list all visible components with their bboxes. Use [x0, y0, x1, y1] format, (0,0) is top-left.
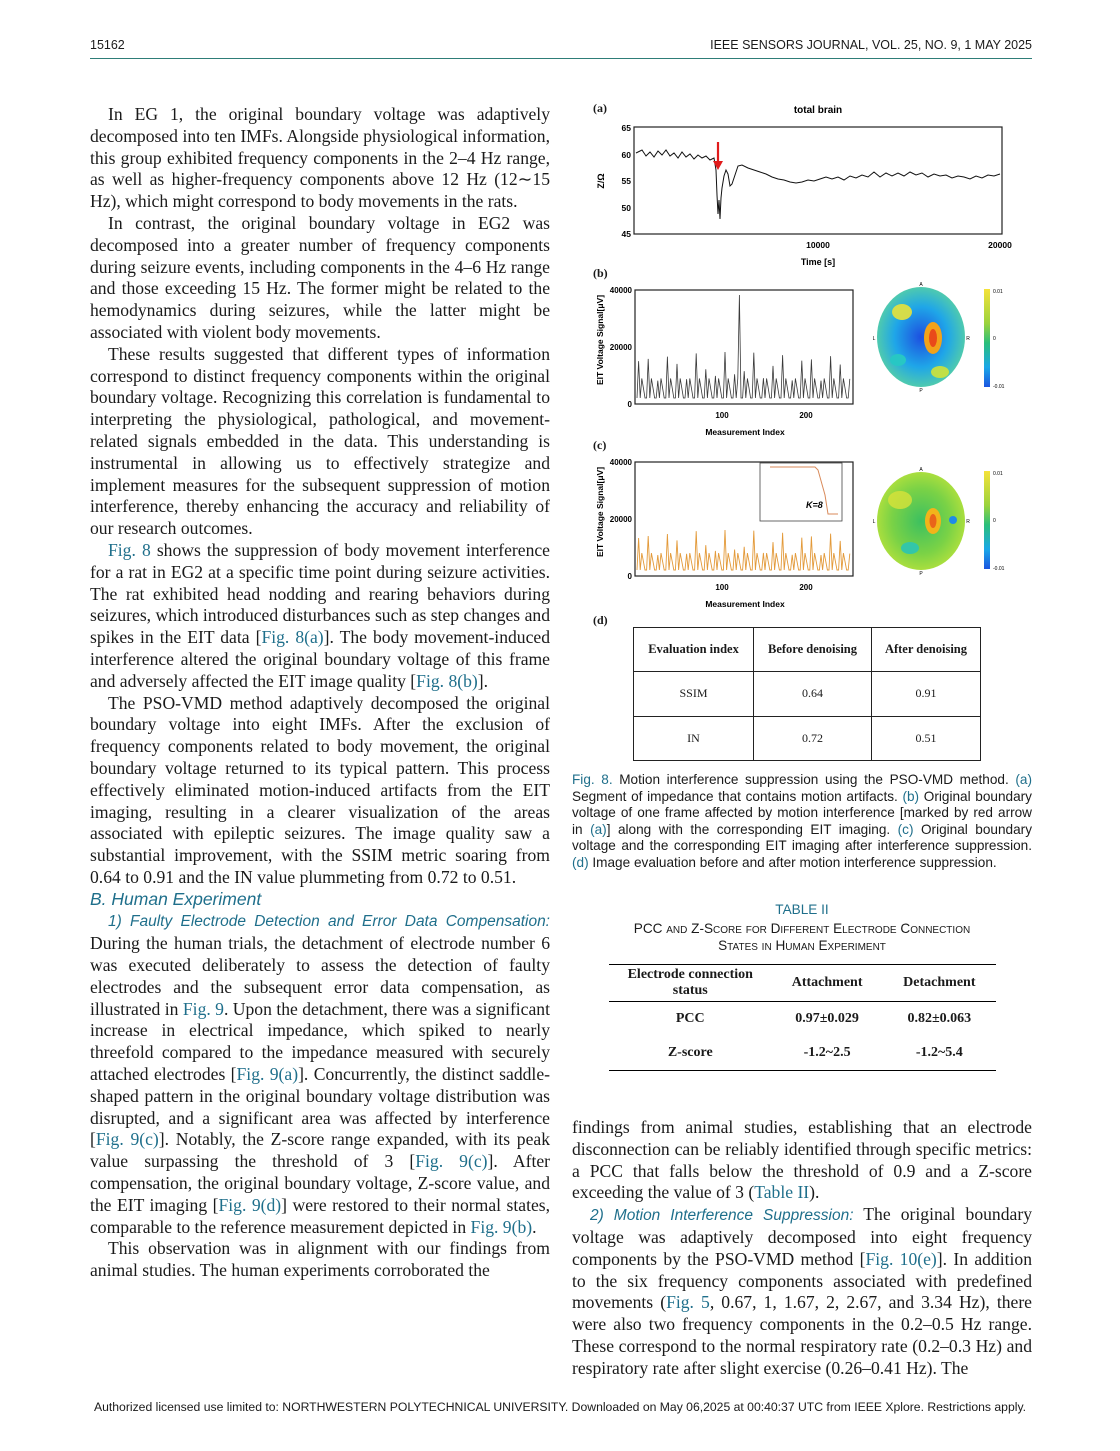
eit-label-r: R [966, 519, 970, 525]
text-run: Image evaluation before and after motion interference suppression. [588, 854, 997, 870]
plot-a-xtick: 20000 [988, 240, 1012, 250]
table-row [634, 716, 981, 760]
plot-b-xlabel: Measurement Index [705, 427, 785, 437]
text-run: findings from animal studies, establishing that an electrode disconnection can be reliably identified through specific metrics: a PCC that falls below the threshold of 0.9 and a Z-score exceeding the value of 3 ( [572, 1117, 1032, 1203]
figure-link[interactable]: Fig. 8 [108, 539, 151, 560]
plot-c-xtick: 200 [799, 583, 813, 592]
paragraph: The PSO-VMD method adaptively decomposed the original boundary voltage into eight IMFs. After the exclusion of frequency components related to body movement, the original boundary voltage returned to its typical pattern. This process effectively eliminated motion-induced artifacts from the EIT imaging, resulting in a clearer visualization of the areas associated with epileptic seizures. The image quality saw a substantial improvement, with the SSIM metric soaring from 0.64 to 0.91 and the IN value plummeting from 0.72 to 0.51. [90, 692, 550, 887]
table-row [634, 672, 981, 716]
paragraph: In EG 1, the original boundary voltage was adaptively decomposed into ten IMFs. Alongside physiological information, this group exhibited frequency components in the 2–4 Hz range, as well as higher-frequency components above 12 Hz (12∼15 Hz), which might correspond to body movements in the rats. [90, 104, 550, 212]
eit-label-p: P [919, 388, 923, 394]
table-cell: PCC [675, 1011, 705, 1026]
plot-b-ytick: 40000 [609, 286, 632, 295]
text-run: ]. In addition to the six frequency components associated with predefined movements ( [572, 1248, 1032, 1313]
table-header-cell: Attachment [772, 965, 883, 1002]
eit-label-l: L [872, 519, 876, 525]
text-run: ]. After compensation, the original boundary voltage, Z-score value, and the EIT imaging [ [90, 1151, 551, 1215]
caption-panel-link[interactable]: (a) [590, 821, 607, 837]
figure-link[interactable]: Fig. 9(a) [236, 1064, 299, 1085]
figure-link[interactable]: Fig. 8(b) [416, 670, 478, 691]
eit-label-a: A [919, 282, 923, 288]
figure-link[interactable]: Fig. 9(d) [218, 1194, 282, 1215]
plot-a-frame [634, 127, 1002, 234]
text-run: ] along with the corresponding EIT imaging. [606, 821, 898, 837]
eit-image-b [873, 282, 971, 394]
text-run: ]. Notably, the Z-score range expanded, with its peak value surpassing the threshold of 3 [ [90, 1129, 550, 1172]
text-run: ]. The body movement-induced interference altered the original boundary voltage of this frame and adversely affected the EIT image quality [ [90, 627, 550, 691]
table-row [609, 1002, 996, 1037]
plot-c-xlabel: Measurement Index [705, 599, 785, 609]
table-cell: 0.64 [754, 672, 872, 716]
subsection-heading: 2) Motion Interference Suppression: [590, 1207, 854, 1225]
table-cell: 0.91 [871, 672, 980, 716]
table-header-cell: Electrode connection status [609, 965, 772, 1002]
text-run: ]. Concurrently, the distinct saddle-shaped pattern in the original boundary voltage distribution was disrupted, and a significant area was affected by interference [ [90, 1064, 550, 1150]
table-cell: -1.2~2.5 [772, 1036, 883, 1071]
eit-label-p: P [919, 571, 923, 577]
caption-panel-link[interactable]: (c) [897, 821, 914, 837]
plot-c-ylabel: EIT Voltage Signal[μV] [595, 466, 605, 558]
table-header-cell: Before denoising [754, 628, 872, 672]
subsection-heading: 1) Faulty Electrode Detection and Error Data Compensation: [108, 913, 550, 931]
voltage-trace-c [637, 530, 850, 570]
plot-b-xtick: 200 [799, 411, 813, 420]
text-run: ). [809, 1182, 820, 1203]
paragraph [572, 1117, 1032, 1204]
table-cell: 0.82±0.063 [907, 1011, 972, 1026]
table-title-line: PCC and Z-Score for Different Electrode Connection [633, 921, 971, 936]
text-run: The original boundary voltage was adaptively decomposed into eight frequency components by the PSO-VMD method [ [572, 1204, 1032, 1269]
eit-label-a: A [919, 467, 923, 473]
colorbar-b [984, 289, 990, 387]
table-link[interactable]: Table II [754, 1182, 810, 1203]
plot-a-ylabel: Z/Ω [596, 173, 606, 189]
plot-c-ytick: 40000 [609, 458, 632, 467]
table-cell: 0.51 [871, 716, 980, 760]
figure-link[interactable]: Fig. 9(c) [415, 1151, 488, 1172]
table-header-cell: After denoising [871, 628, 980, 672]
plot-a-xlabel: Time [s] [800, 257, 836, 267]
plot-a-ytick: 45 [621, 229, 631, 239]
plot-b-ytick: 20000 [609, 343, 632, 352]
table-cell: -1.2~5.4 [883, 1036, 996, 1071]
eit-image-c [873, 467, 971, 577]
caption-panel-link[interactable]: (b) [902, 788, 920, 804]
plot-c-xtick: 100 [715, 583, 729, 592]
table-header-row [634, 628, 981, 672]
right-column [572, 1117, 1032, 1380]
plot-a-title: total brain [793, 105, 843, 116]
figure-link[interactable]: Fig. 8(a) [261, 627, 324, 648]
table-header-cell: Evaluation index [634, 628, 754, 672]
plot-a-xtick: 10000 [806, 240, 830, 250]
table-cell: SSIM [634, 672, 754, 716]
figure-link[interactable]: Fig. 10(e) [865, 1248, 937, 1269]
plot-b-ylabel: EIT Voltage Signal[μV] [595, 294, 605, 386]
table-header-cell: Detachment [883, 965, 996, 1002]
paragraph [90, 910, 550, 1238]
plot-b-ytick: 0 [627, 400, 632, 409]
paragraph: This observation was in alignment with our findings from animal studies. The human experiments corroborated the [90, 1238, 550, 1281]
figure-link[interactable]: Fig. 9(c) [95, 1129, 159, 1150]
colorbar-b-bot: -0.01 [993, 384, 1005, 390]
text-run: ] were restored to their normal states, comparable to the reference measurement depicted in [90, 1194, 551, 1237]
caption-fig-label: Fig. 8. [572, 772, 613, 787]
text-run: Segment of impedance that contains motion artifacts. [572, 788, 903, 804]
text-run: During the human trials, the detachment of electrode number 6 was executed deliberately to assess the detection of faulty electrodes and the subsequent error data compensation, as illustrated in [90, 933, 550, 1019]
table-cell: Z-score [609, 1036, 772, 1071]
panel-label-d: (d) [593, 613, 608, 627]
plot-a-ytick: 65 [621, 123, 631, 133]
text-run: . [532, 1216, 537, 1237]
panel-label-b: (b) [593, 266, 608, 280]
table-ii [609, 964, 996, 1071]
table-row [609, 1036, 996, 1071]
colorbar-b-top: 0.01 [993, 289, 1003, 295]
text-run: Original boundary voltage and the corresponding EIT imaging after interference suppression. [572, 821, 1032, 854]
text-run: shows the suppression of body movement interference for a rat in EG2 at a specific time point during seizure activities. The rat exhibited head nodding and rearing behaviors during seizures, which introduced disturbances such as step changes and spikes in the EIT data [ [90, 539, 550, 648]
table-cell: 0.72 [754, 716, 872, 760]
text-run: . Upon the detachment, there was a significant increase in electrical impedance, which spiked to nearly threefold compared to the impedance measured with securely attached electrodes [ [90, 998, 550, 1085]
paragraph: These results suggested that different types of information correspond to distinct frequency components within the original boundary voltage. Recognizing this correlation is fundamental to interpreting the physiological, pathological, and movement-related signals embedded in the data. This understanding is instrumental in allowing us to effectively strategize and implement measures for the subsequent suppression of motion interference, thereby enhancing the accuracy and reliability of our research outcomes. [90, 343, 550, 539]
text-run: , 0.67, 1, 1.67, 2, 2.67, and 3.34 Hz), there were also two frequency components in the 0.2–0.5 Hz range. These correspond to the normal respiratory rate (0.2–0.3 Hz) and respiratory rate after slight exercise (0.26–0.41 Hz). The [572, 1292, 1032, 1378]
figure-link[interactable]: Fig. 9 [182, 998, 224, 1019]
colorbar-c-top: 0.01 [993, 471, 1003, 477]
caption-panel-link[interactable]: (d) [572, 854, 589, 870]
text-run: Original boundary voltage of one frame affected by motion interference [marked by red arrow in [572, 788, 1032, 837]
eit-label-r: R [966, 336, 970, 342]
table-label: TABLE II [775, 902, 829, 917]
inset-k-label: K=8 [806, 500, 823, 510]
plot-a-ytick: 60 [621, 150, 631, 160]
red-arrow-head [713, 161, 723, 170]
figure-link[interactable]: Fig. 9(b) [470, 1216, 533, 1237]
table-cell: 0.97±0.029 [795, 1011, 859, 1026]
paragraph: In contrast, the original boundary voltage in EG2 was decomposed into a greater number of frequency components during seizure events, including components in the 4–6 Hz range and those exceeding 15 Hz. The former might be related to the hemodynamics during seizures, while the latter might be associated with violent body movements. [90, 212, 550, 342]
plot-c-ytick: 0 [627, 572, 632, 581]
plot-a-ytick: 55 [621, 176, 631, 186]
panel-label-a: (a) [593, 101, 607, 115]
eit-label-l: L [872, 336, 876, 342]
caption-panel-link[interactable]: (a) [1015, 772, 1032, 787]
figure-8-graphics [0, 0, 1120, 620]
license-footer: Authorized licensed use limited to: NORTHWESTERN POLYTECHNICAL UNIVERSITY. Downloaded on May 06,2025 at 00:40:37 UTC from IEEE Xplore. Restrictions apply. [93, 1400, 1027, 1414]
plot-a-ytick: 50 [621, 203, 631, 213]
panel-label-c: (c) [593, 438, 607, 452]
paragraph [572, 1204, 1032, 1379]
table-header-row [609, 965, 996, 1002]
colorbar-c-mid: 0 [993, 518, 996, 524]
colorbar-c [984, 471, 990, 569]
figure-caption [572, 772, 1032, 872]
plot-b-xtick: 100 [715, 411, 729, 420]
section-heading: B. Human Experiment [90, 888, 262, 909]
inset-plot [760, 463, 842, 521]
plot-c-ytick: 20000 [609, 515, 632, 524]
impedance-trace [636, 150, 1000, 219]
page-number: 15162 [90, 38, 125, 52]
voltage-trace-b [637, 295, 850, 398]
colorbar-c-bot: -0.01 [993, 566, 1005, 572]
evaluation-table [633, 627, 981, 761]
figure-link[interactable]: Fig. 5 [666, 1292, 710, 1313]
text-run: Motion interference suppression using the PSO-VMD method. [612, 772, 1016, 787]
colorbar-b-mid: 0 [993, 336, 996, 342]
table-cell: IN [634, 716, 754, 760]
table-title-line: States in Human Experiment [718, 938, 886, 953]
journal-title: IEEE SENSORS JOURNAL, VOL. 25, NO. 9, 1 MAY 2025 [710, 38, 1032, 52]
text-run: ]. [477, 670, 489, 691]
